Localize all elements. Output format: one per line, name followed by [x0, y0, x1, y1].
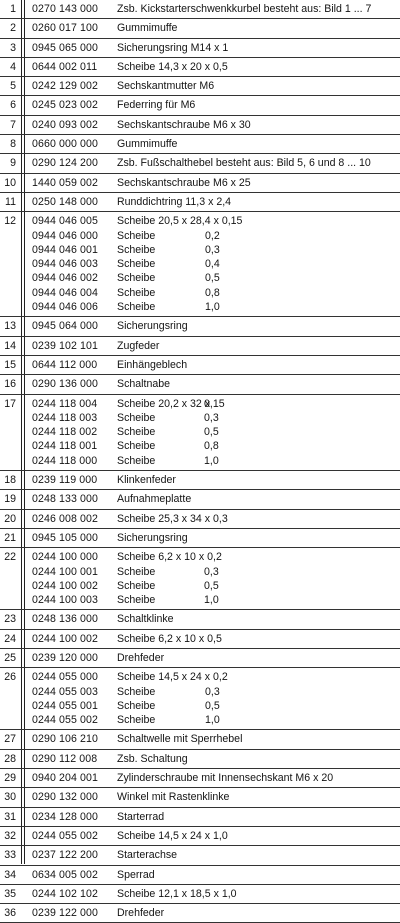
- table-row: [0, 375, 400, 394]
- part-number: 0244 118 002: [32, 426, 98, 439]
- list-item: [0, 79, 400, 93]
- position-number: 6: [10, 99, 16, 112]
- part-number: 0244 055 000: [32, 671, 99, 684]
- part-number: 0242 129 002: [32, 80, 99, 93]
- part-number: 0244 055 003: [32, 685, 99, 698]
- part-description: Federring für M6: [117, 99, 196, 112]
- part-description: Scheibe: [117, 229, 156, 242]
- position-number: 21: [4, 531, 16, 544]
- part-description: Scheibe 12,1 x 18,5 x 1,0: [117, 887, 237, 900]
- part-number: 0944 046 005: [32, 215, 99, 228]
- position-number: 23: [4, 613, 16, 626]
- list-item: [0, 790, 400, 804]
- list-item: [0, 397, 400, 411]
- part-description: Scheibe: [117, 301, 156, 314]
- position-number: 2: [10, 22, 16, 35]
- table-row: [0, 317, 400, 336]
- thickness-value: 0,5: [204, 426, 219, 439]
- part-number: 0944 046 004: [32, 286, 99, 299]
- part-description: Scheibe: [117, 243, 156, 256]
- part-description: Scheibe: [117, 699, 156, 712]
- table-row: [0, 788, 400, 807]
- part-number: 0260 017 100: [32, 22, 99, 35]
- position-number: 22: [4, 551, 16, 564]
- part-description: Runddichtring 11,3 x 2,4: [117, 195, 232, 208]
- part-number: 0945 105 000: [32, 531, 99, 544]
- list-item: [0, 2, 400, 16]
- position-number: 32: [4, 829, 16, 842]
- table-row: [0, 471, 400, 490]
- part-description: Starterachse: [117, 849, 178, 862]
- position-number: 26: [4, 671, 16, 684]
- list-item: [0, 492, 400, 506]
- list-item: [0, 439, 400, 453]
- part-description: Scheibe 6,2 x 10 x 0,2: [117, 551, 222, 564]
- list-item: [0, 829, 400, 843]
- list-item: [0, 868, 400, 882]
- table-row: [0, 395, 400, 471]
- list-item: [0, 300, 400, 314]
- position-number: 29: [4, 772, 16, 785]
- part-description: Zsb. Schaltung: [117, 752, 188, 765]
- table-row: [0, 769, 400, 788]
- part-description: Drehfeder: [117, 651, 165, 664]
- part-number: 0290 132 000: [32, 791, 99, 804]
- list-item: [0, 286, 400, 300]
- part-description: Drehfeder: [117, 907, 165, 920]
- list-item: [0, 339, 400, 353]
- part-description: Zsb. Kickstarterschwenkkurbel besteht aus: Bild 1 ... 7: [117, 3, 372, 15]
- part-number: 0944 046 003: [32, 258, 99, 271]
- table-row: [0, 154, 400, 173]
- part-number: 0945 065 000: [32, 41, 99, 54]
- list-item: [0, 670, 400, 684]
- part-description: Zsb. Fußschalthebel besteht aus: Bild 5, 6 und 8 ... 10: [117, 157, 371, 170]
- list-item: [0, 118, 400, 132]
- part-number: 0240 093 002: [32, 118, 99, 131]
- part-description: Scheibe: [117, 714, 156, 727]
- part-description: Scheibe: [117, 411, 156, 424]
- part-description: Sicherungsring: [117, 531, 188, 544]
- list-item: [0, 906, 400, 920]
- part-description: Scheibe: [117, 565, 156, 578]
- thickness-value: 1,0: [205, 301, 220, 314]
- list-item: [0, 229, 400, 243]
- table-row: [0, 135, 400, 154]
- table-row: [0, 750, 400, 769]
- position-number: 19: [4, 493, 16, 506]
- part-description: Schaltnabe: [117, 378, 171, 391]
- table-row: [0, 827, 400, 846]
- part-number: 0290 136 000: [32, 378, 99, 391]
- part-description: Sicherungsring: [117, 320, 188, 333]
- list-item: [0, 319, 400, 333]
- table-row: [0, 649, 400, 668]
- thickness-value: 1,0: [204, 454, 219, 467]
- part-number: 0644 112 000: [32, 358, 98, 371]
- position-number: 35: [4, 887, 16, 900]
- list-item: [0, 243, 400, 257]
- table-row: [0, 846, 400, 865]
- list-item: [0, 411, 400, 425]
- table-row: [0, 490, 400, 509]
- position-number: 28: [4, 752, 16, 765]
- list-item: [0, 550, 400, 564]
- position-number: 8: [10, 138, 16, 151]
- part-description: Scheibe: [117, 272, 156, 285]
- part-description: Gummimuffe: [117, 138, 178, 151]
- thickness-value: 0,3: [204, 411, 219, 424]
- part-description: Aufnahmeplatte: [117, 493, 192, 506]
- thickness-value: 0,2: [205, 229, 220, 242]
- position-number: 3: [10, 41, 16, 54]
- list-item: [0, 21, 400, 35]
- table-row: [0, 630, 400, 649]
- list-item: [0, 771, 400, 785]
- part-description: Scheibe: [117, 685, 156, 698]
- list-item: [0, 176, 400, 190]
- part-number: 0945 064 000: [32, 320, 99, 333]
- part-number: 0944 046 001: [32, 243, 99, 256]
- thickness-value: 0,3: [205, 243, 220, 256]
- position-number: 27: [4, 733, 16, 746]
- part-number: 0244 118 000: [32, 454, 98, 467]
- position-number: 17: [4, 397, 16, 410]
- part-number: 0244 055 002: [32, 829, 99, 842]
- list-item: [0, 699, 400, 713]
- table-row: [0, 866, 400, 885]
- part-description: Sechskantschraube M6 x 25: [117, 176, 251, 189]
- part-description: Gummimuffe: [117, 22, 178, 35]
- table-row: [0, 212, 400, 317]
- part-number: 0944 046 006: [32, 301, 99, 314]
- part-description: Sicherungsring M14 x 1: [117, 41, 229, 54]
- part-description: Schaltwelle mit Sperrhebel: [117, 733, 243, 746]
- position-number: 34: [4, 868, 16, 881]
- position-number: 9: [10, 157, 16, 170]
- position-number: 25: [4, 651, 16, 664]
- list-item: [0, 377, 400, 391]
- table-row: [0, 904, 400, 923]
- thickness-value: 0,4: [205, 258, 220, 271]
- thickness-value: 0,8: [204, 440, 219, 453]
- part-description: Scheibe: [117, 594, 156, 607]
- position-number: 18: [4, 474, 16, 487]
- table-row: [0, 356, 400, 375]
- part-description: Scheibe: [117, 454, 156, 467]
- position-number: 7: [10, 118, 16, 131]
- table-row: [0, 116, 400, 135]
- list-item: [0, 848, 400, 862]
- table-row: [0, 174, 400, 193]
- position-number: 24: [4, 632, 16, 645]
- part-number: 0944 046 000: [32, 229, 99, 242]
- part-description: Schaltklinke: [117, 613, 174, 626]
- position-number: 1: [10, 3, 16, 15]
- part-description: Klinkenfeder: [117, 474, 176, 487]
- part-number: 0244 118 003: [32, 411, 98, 424]
- list-item: [0, 214, 400, 228]
- part-number: 0244 100 000: [32, 551, 99, 564]
- part-number: 0239 119 000: [32, 474, 98, 487]
- part-number: 0244 055 002: [32, 714, 99, 727]
- list-item: [0, 593, 400, 607]
- thickness-value: 0,5: [205, 699, 220, 712]
- part-number: 0239 122 000: [32, 907, 99, 920]
- part-description: Zugfeder: [117, 339, 160, 352]
- table-row: [0, 39, 400, 58]
- list-item: [0, 732, 400, 746]
- part-number: 0944 046 002: [32, 272, 99, 285]
- part-description: Scheibe 14,5 x 24 x 0,2: [117, 671, 228, 684]
- part-number: 0248 133 000: [32, 493, 99, 506]
- list-item: [0, 358, 400, 372]
- table-row: [0, 730, 400, 749]
- part-number: 0248 136 000: [32, 613, 99, 626]
- part-number: 1440 059 002: [32, 176, 99, 189]
- list-item: [0, 195, 400, 209]
- list-item: [0, 257, 400, 271]
- thickness-value: 0,5: [204, 579, 219, 592]
- table-row: [0, 510, 400, 529]
- table-row: [0, 610, 400, 629]
- position-number: 12: [4, 215, 16, 228]
- position-number: 13: [4, 320, 16, 333]
- list-item: [0, 713, 400, 727]
- table-row: [0, 58, 400, 77]
- part-description: Scheibe 20,2 x 32 x: [117, 397, 211, 410]
- part-description: Sechskantschraube M6 x 30: [117, 118, 251, 131]
- thickness-value: 0,3: [205, 685, 220, 698]
- thickness-value: 0,15: [204, 397, 225, 410]
- position-number: 15: [4, 358, 16, 371]
- part-number: 0940 204 001: [32, 772, 99, 785]
- part-description: Starterrad: [117, 810, 165, 823]
- table-row: [0, 0, 400, 19]
- list-item: [0, 137, 400, 151]
- part-number: 0244 100 003: [32, 594, 99, 607]
- part-description: Scheibe 14,5 x 24 x 1,0: [117, 829, 228, 842]
- list-item: [0, 425, 400, 439]
- part-description: Scheibe 6,2 x 10 x 0,5: [117, 632, 222, 645]
- position-number: 30: [4, 791, 16, 804]
- list-item: [0, 454, 400, 468]
- part-number: 0245 023 002: [32, 99, 99, 112]
- position-number: 33: [4, 849, 16, 862]
- list-item: [0, 579, 400, 593]
- part-description: Scheibe: [117, 258, 156, 271]
- position-number: 20: [4, 512, 16, 525]
- list-item: [0, 632, 400, 646]
- list-item: [0, 685, 400, 699]
- thickness-value: 0,3: [204, 565, 219, 578]
- table-row: [0, 668, 400, 730]
- part-number: 0660 000 000: [32, 138, 99, 151]
- table-row: [0, 96, 400, 115]
- list-item: [0, 512, 400, 526]
- part-description: Scheibe: [117, 579, 156, 592]
- position-number: 10: [4, 176, 16, 189]
- list-item: [0, 41, 400, 55]
- list-item: [0, 612, 400, 626]
- part-number: 0246 008 002: [32, 512, 99, 525]
- part-number: 0644 002 011: [32, 60, 98, 73]
- table-row: [0, 548, 400, 610]
- list-item: [0, 156, 400, 170]
- table-row: [0, 19, 400, 38]
- part-number: 0234 128 000: [32, 810, 99, 823]
- part-number: 0270 143 000: [32, 3, 99, 15]
- part-number: 0290 124 200: [32, 157, 99, 170]
- part-description: Scheibe 25,3 x 34 x 0,3: [117, 512, 228, 525]
- part-number: 0634 005 002: [32, 868, 99, 881]
- list-item: [0, 752, 400, 766]
- list-item: [0, 271, 400, 285]
- table-row: [0, 529, 400, 548]
- list-item: [0, 810, 400, 824]
- position-number: 5: [10, 80, 16, 93]
- position-number: 36: [4, 907, 16, 920]
- table-row: [0, 885, 400, 904]
- thickness-value: 1,0: [204, 594, 219, 607]
- part-number: 0239 120 000: [32, 651, 99, 664]
- part-number: 0244 100 002: [32, 579, 99, 592]
- part-description: Scheibe: [117, 286, 156, 299]
- table-row: [0, 808, 400, 827]
- position-number: 14: [4, 339, 16, 352]
- list-item: [0, 60, 400, 74]
- part-number: 0244 055 001: [32, 699, 99, 712]
- part-number: 0244 118 001: [32, 440, 98, 453]
- table-row: [0, 337, 400, 356]
- part-description: Scheibe: [117, 426, 156, 439]
- position-number: 31: [4, 810, 16, 823]
- part-number: 0239 102 101: [32, 339, 99, 352]
- position-number: 11: [5, 195, 16, 208]
- part-number: 0237 122 200: [32, 849, 99, 862]
- part-number: 0290 106 210: [32, 733, 99, 746]
- part-description: Scheibe: [117, 440, 156, 453]
- part-number: 0250 148 000: [32, 195, 99, 208]
- list-item: [0, 473, 400, 487]
- table-row: [0, 193, 400, 212]
- part-description: Sechskantmutter M6: [117, 80, 215, 93]
- part-number: 0244 102 102: [32, 887, 99, 900]
- list-item: [0, 565, 400, 579]
- position-number: 4: [10, 60, 16, 73]
- position-number: 16: [4, 378, 16, 391]
- list-item: [0, 887, 400, 901]
- part-number: 0244 100 002: [32, 632, 99, 645]
- part-description: Einhängeblech: [117, 358, 188, 371]
- part-number: 0290 112 008: [32, 752, 98, 765]
- part-number: 0244 118 004: [32, 397, 98, 410]
- part-description: Scheibe 20,5 x 28,4 x 0,15: [117, 215, 243, 228]
- thickness-value: 0,5: [205, 272, 220, 285]
- part-description: Winkel mit Rastenklinke: [117, 791, 230, 804]
- list-item: [0, 531, 400, 545]
- thickness-value: 1,0: [205, 714, 220, 727]
- list-item: [0, 98, 400, 112]
- part-description: Zylinderschraube mit Innensechskant M6 x 20: [117, 772, 334, 785]
- thickness-value: 0,8: [205, 286, 220, 299]
- table-row: [0, 77, 400, 96]
- part-description: Scheibe 14,3 x 20 x 0,5: [117, 60, 228, 73]
- part-number: 0244 100 001: [32, 565, 99, 578]
- list-item: [0, 651, 400, 665]
- part-description: Sperrad: [117, 868, 155, 881]
